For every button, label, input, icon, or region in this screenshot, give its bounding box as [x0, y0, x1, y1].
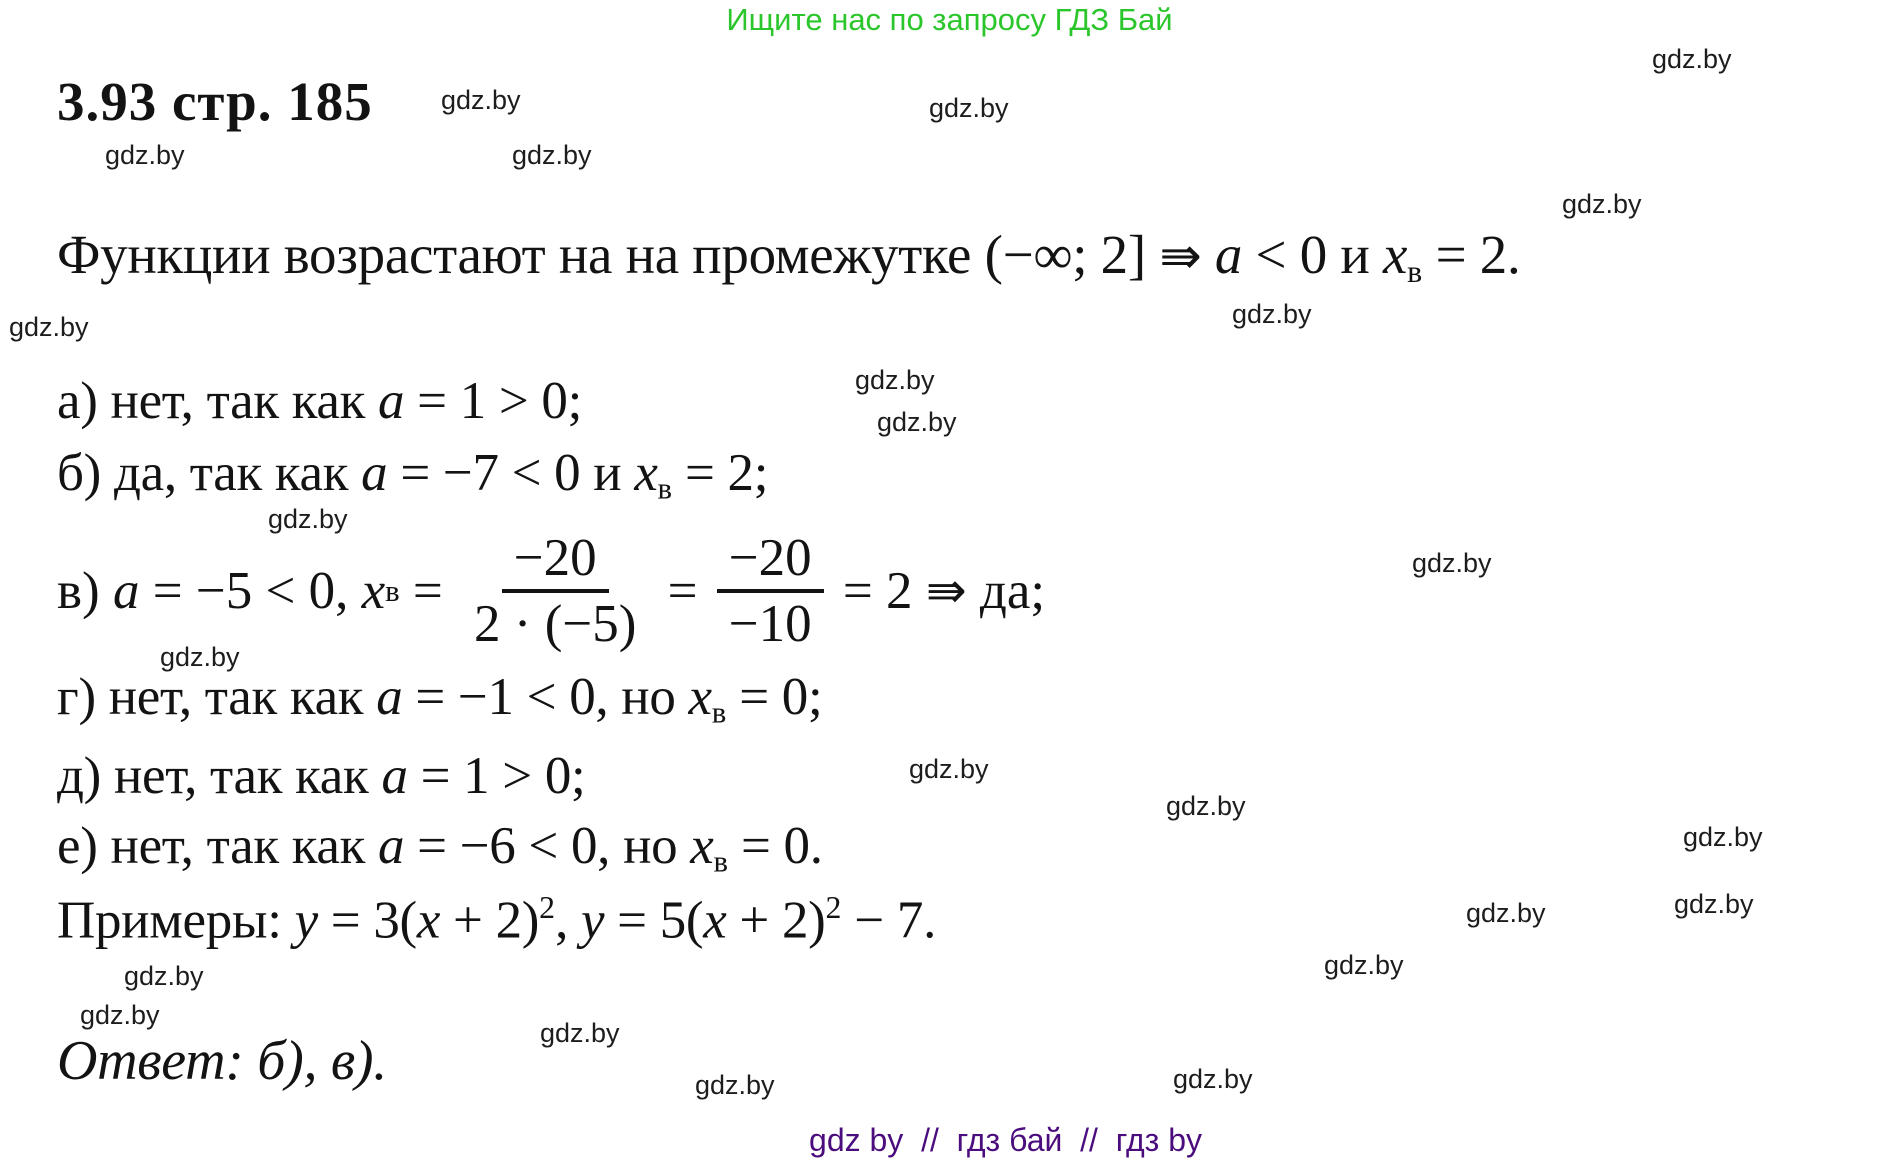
item-e — [57, 817, 823, 879]
promo-banner: Ищите нас по запросу ГДЗ Бай — [726, 2, 1173, 37]
item-b-tail: = 2; — [672, 444, 769, 502]
examples-label: Примеры: — [57, 891, 295, 950]
footer-links[interactable]: gdz by // гдз бай // гдз by — [809, 1122, 1202, 1158]
examples-line — [57, 890, 936, 951]
item-b-text: б) да, так как — [57, 444, 362, 502]
exercise-title: 3.93 стр. 185 — [57, 71, 373, 132]
item-v-label: в) — [57, 562, 113, 620]
equals-2: = 2 — [829, 562, 926, 620]
superscript-2: 2 — [825, 890, 842, 925]
item-a-text: а) нет, так как — [57, 372, 378, 430]
watermark: gdz.by — [1232, 299, 1312, 329]
equals: = — [654, 562, 711, 620]
watermark: gdz.by — [929, 93, 1009, 123]
watermark: gdz.by — [9, 312, 89, 342]
answer-line: Ответ: б), в). — [57, 1030, 387, 1092]
examples-s3: , — [555, 891, 581, 950]
item-e-mid: = −6 < 0, но — [404, 817, 691, 875]
var-x: x — [634, 444, 658, 502]
space — [1201, 224, 1214, 285]
watermark: gdz.by — [268, 504, 348, 534]
watermark: gdz.by — [1674, 889, 1754, 919]
var-x: x — [1382, 224, 1408, 285]
watermark: gdz.by — [695, 1070, 775, 1100]
equals: = — [399, 562, 457, 620]
examples-s5: + 2) — [726, 891, 826, 950]
subscript-v: в — [657, 471, 673, 506]
item-v-tail: да; — [966, 562, 1046, 620]
examples-s4: = 5( — [604, 891, 704, 950]
item-e-tail: = 0. — [728, 817, 823, 875]
subscript-v: в — [711, 695, 727, 730]
superscript-2: 2 — [539, 890, 556, 925]
var-y: y — [294, 891, 318, 950]
watermark: gdz.by — [877, 407, 957, 437]
item-a-tail: = 1 > 0; — [404, 372, 583, 430]
intro-mid: < 0 и — [1242, 224, 1383, 285]
intro-statement — [57, 224, 1520, 290]
var-x: x — [690, 817, 714, 875]
fraction-1 — [462, 529, 648, 654]
var-a: a — [376, 668, 403, 726]
var-a: a — [112, 562, 140, 620]
item-g — [57, 668, 822, 730]
fraction-2-numerator: −20 — [717, 529, 824, 593]
triple-arrow-icon: ⇛ — [1159, 226, 1202, 285]
watermark: gdz.by — [1412, 548, 1492, 578]
item-b-mid: = −7 < 0 и — [387, 444, 635, 502]
watermark: gdz.by — [105, 140, 185, 170]
item-v-seg1: = −5 < 0, — [139, 562, 362, 620]
watermark: gdz.by — [160, 642, 240, 672]
watermark: gdz.by — [1466, 898, 1546, 928]
watermark: gdz.by — [1173, 1064, 1253, 1094]
intro-tail: = 2. — [1422, 224, 1521, 285]
item-d-text: д) нет, так как — [57, 747, 382, 805]
var-x: x — [416, 891, 441, 950]
item-e-text: е) нет, так как — [57, 817, 378, 875]
var-a: a — [378, 817, 405, 875]
item-d — [57, 747, 585, 806]
subscript-v: в — [385, 573, 400, 608]
examples-s1: = 3( — [317, 891, 417, 950]
item-g-text: г) нет, так как — [57, 668, 377, 726]
watermark: gdz.by — [1562, 189, 1642, 219]
var-a: a — [381, 747, 408, 805]
triple-arrow-icon: ⇛ — [925, 563, 967, 619]
fraction-1-denominator: 2 · (−5) — [474, 595, 637, 653]
item-d-tail: = 1 > 0; — [407, 747, 586, 805]
fraction-2 — [717, 529, 824, 654]
watermark: gdz.by — [909, 754, 989, 784]
watermark: gdz.by — [1166, 791, 1246, 821]
item-g-tail: = 0; — [726, 668, 823, 726]
watermark: gdz.by — [441, 85, 521, 115]
var-x: x — [688, 668, 712, 726]
watermark: gdz.by — [1324, 950, 1404, 980]
fraction-1-numerator: −20 — [502, 529, 609, 593]
subscript-v: в — [1407, 253, 1423, 289]
watermark: gdz.by — [80, 1000, 160, 1030]
fraction-2-denominator: −10 — [728, 595, 812, 653]
item-g-mid: = −1 < 0, но — [402, 668, 689, 726]
watermark: gdz.by — [855, 365, 935, 395]
var-y: y — [580, 891, 605, 950]
intro-text: Функции возрастают на на промежутке (−∞; 2] — [57, 224, 1160, 285]
watermark: gdz.by — [512, 140, 592, 170]
item-v — [57, 515, 1045, 667]
watermark: gdz.by — [1652, 44, 1732, 74]
var-x: x — [703, 891, 727, 950]
watermark: gdz.by — [1683, 822, 1763, 852]
var-x: x — [361, 562, 386, 620]
examples-tail: − 7. — [841, 891, 937, 950]
item-a — [57, 372, 582, 431]
watermark: gdz.by — [124, 961, 204, 991]
var-a: a — [1214, 224, 1243, 285]
watermark: gdz.by — [540, 1018, 620, 1048]
var-a: a — [378, 372, 405, 430]
item-b — [57, 444, 768, 506]
examples-s2: + 2) — [440, 891, 540, 950]
subscript-v: в — [713, 844, 729, 879]
var-a: a — [361, 444, 388, 502]
